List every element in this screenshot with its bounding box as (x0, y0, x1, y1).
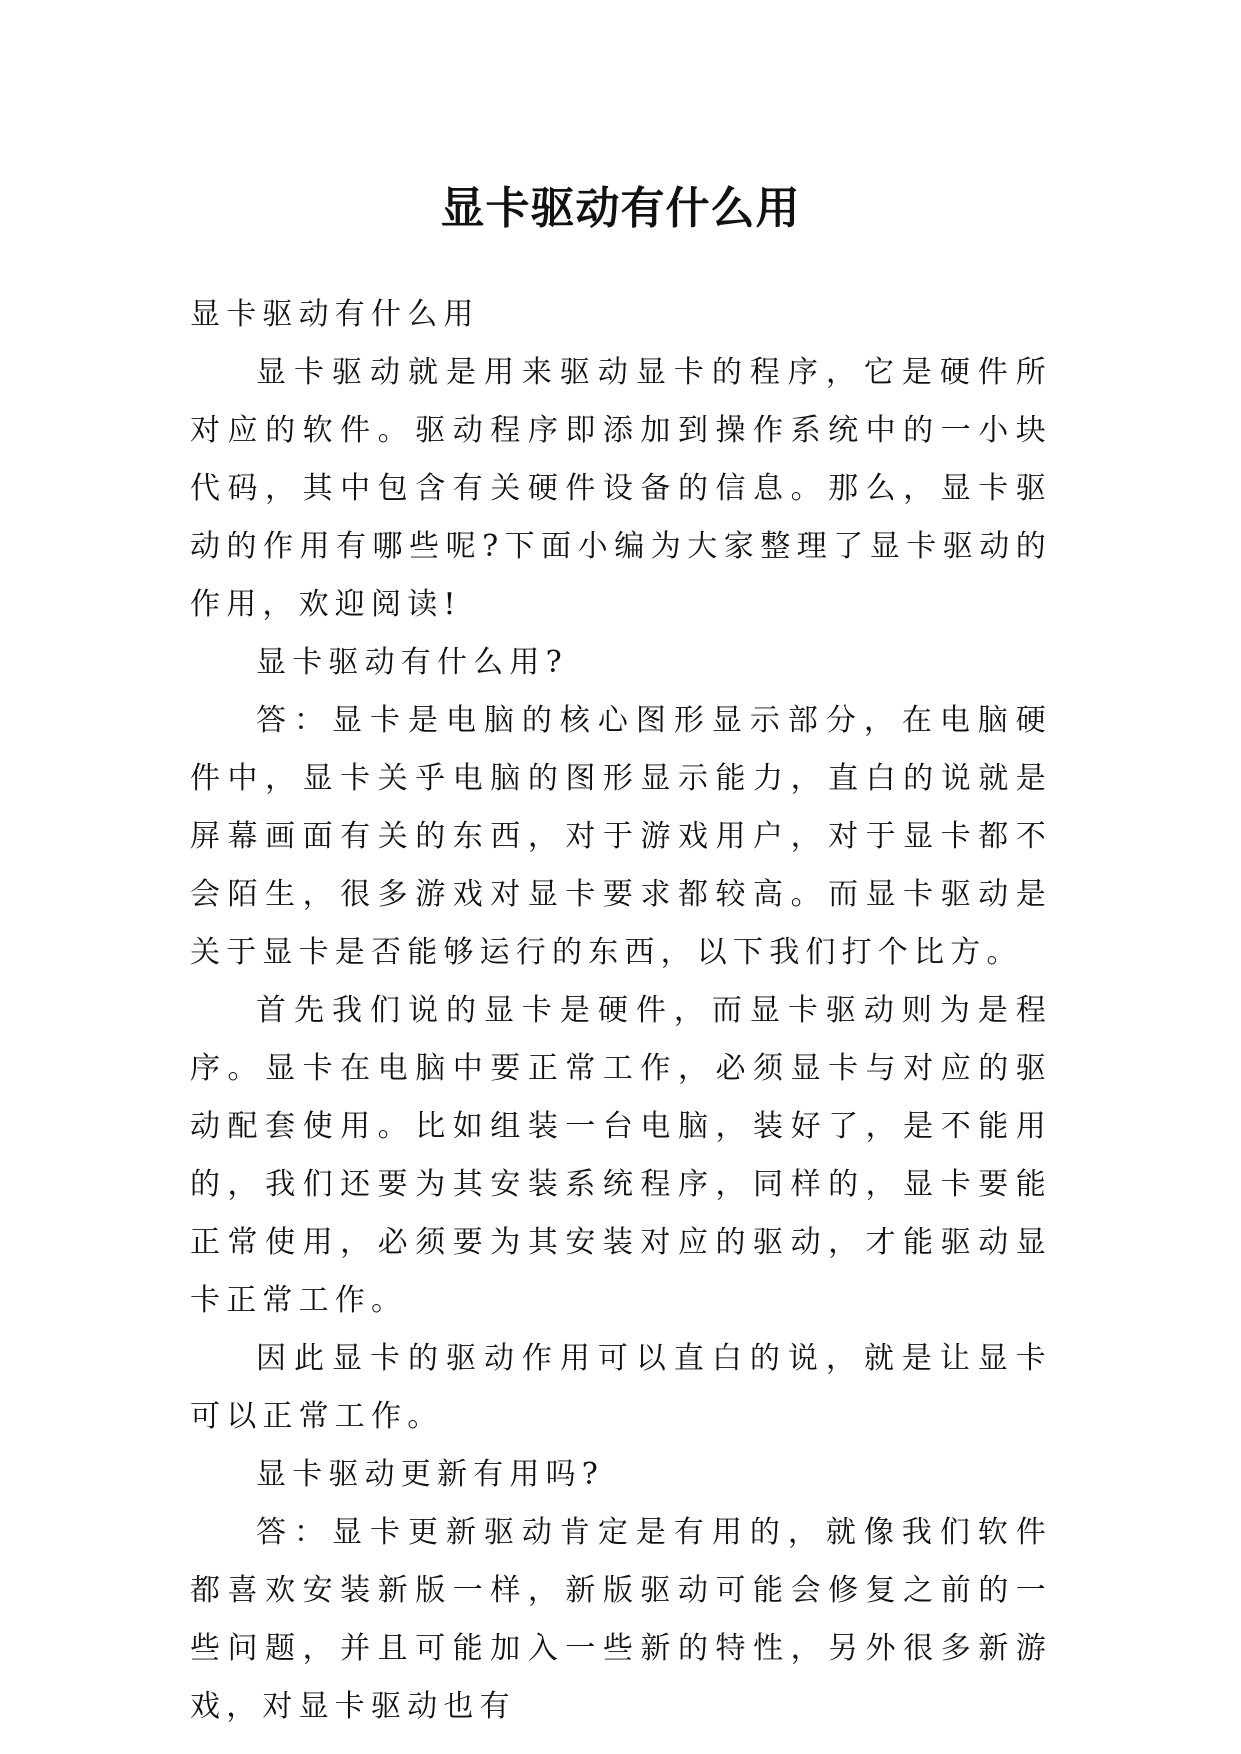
paragraph-question-1: 显卡驱动有什么用? (256, 645, 568, 680)
document-body (190, 286, 1052, 1736)
document-title: 显卡驱动有什么用 (440, 183, 801, 235)
paragraph-heading: 显卡驱动有什么用 (190, 297, 480, 332)
paragraph-answer-2: 答：显卡更新驱动肯定是有用的，就像我们软件都喜欢安装新版一样，新版驱动可能会修复之前的一些问题，并且可能加入一些新的特性，另外很多新游戏，对显卡驱动也有 (190, 1515, 1052, 1724)
paragraph-conclusion: 因此显卡的驱动作用可以直白的说，就是让显卡可以正常工作。 (190, 1341, 1052, 1434)
paragraph-answer-1: 答：显卡是电脑的核心图形显示部分，在电脑硬件中，显卡关乎电脑的图形显示能力，直白的说就是屏幕画面有关的东西，对于游戏用户，对于显卡都不会陌生，很多游戏对显卡要求都较高。而显卡驱动是关于显卡是否能够运行的东西，以下我们打个比方。 (190, 703, 1052, 970)
paragraph-question-2: 显卡驱动更新有用吗? (256, 1457, 605, 1492)
paragraph-analogy: 首先我们说的显卡是硬件，而显卡驱动则为是程序。显卡在电脑中要正常工作，必须显卡与对应的驱动配套使用。比如组装一台电脑，装好了，是不能用的，我们还要为其安装系统程序，同样的，显卡要能正常使用，必须要为其安装对应的驱动，才能驱动显卡正常工作。 (190, 993, 1052, 1318)
paragraph-intro: 显卡驱动就是用来驱动显卡的程序，它是硬件所对应的软件。驱动程序即添加到操作系统中的一小块代码，其中包含有关硬件设备的信息。那么，显卡驱动的作用有哪些呢?下面小编为大家整理了显卡驱动的作用，欢迎阅读! (190, 355, 1052, 622)
